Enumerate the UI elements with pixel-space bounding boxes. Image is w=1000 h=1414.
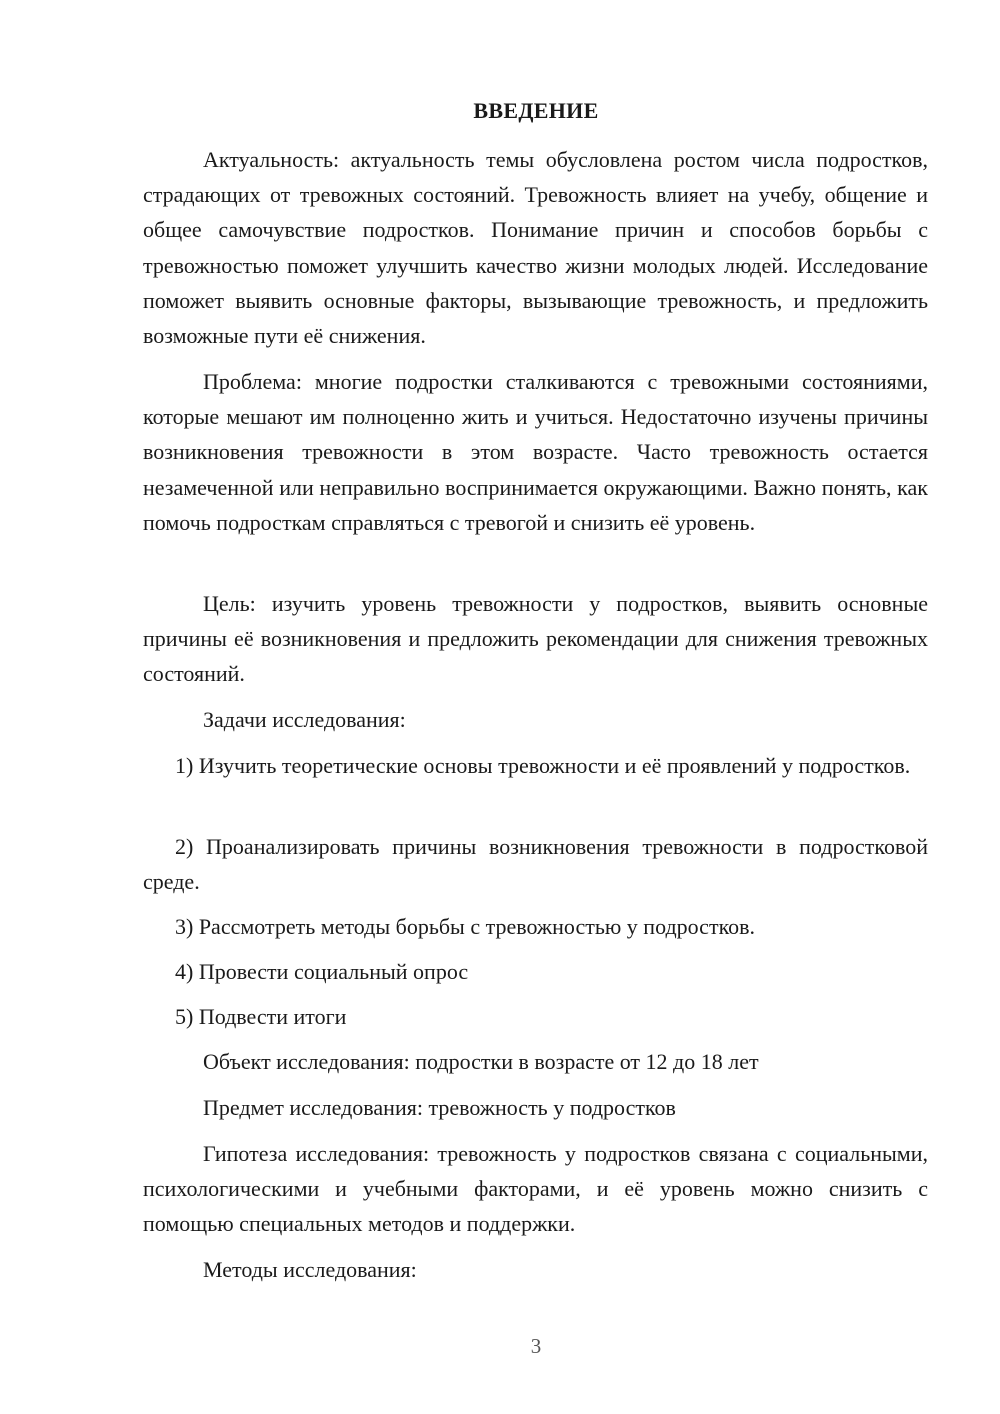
- methods-heading: Методы исследования:: [203, 1257, 417, 1282]
- task-item-5: 5) Подвести итоги: [175, 1004, 347, 1029]
- paragraph-subject: Предмет исследования: тревожность у подростков: [203, 1095, 676, 1120]
- task-item-4: 4) Провести социальный опрос: [175, 959, 469, 984]
- paragraph-goal: Цель: изучить уровень тревожности у подростков, выявить основные причины её возникновения и предложить рекомендации для снижения тревожных состояний.: [143, 591, 928, 687]
- task-item-3: 3) Рассмотреть методы борьбы с тревожностью у подростков.: [175, 914, 756, 939]
- paragraph-object: Объект исследования: подростки в возрасте от 12 до 18 лет: [203, 1049, 759, 1074]
- task-item-2: 2) Проанализировать причины возникновения тревожности в подростковой среде.: [143, 834, 928, 895]
- page-number: 3: [530, 1334, 542, 1358]
- page-title: ВВЕДЕНИЕ: [473, 98, 599, 123]
- task-item-1: 1) Изучить теоретические основы тревожности и её проявлений у подростков.: [175, 753, 911, 778]
- paragraph-hypothesis: Гипотеза исследования: тревожность у подростков связана с социальными, психологическими и учебными факторами, и её уровень можно снизить с помощью специальных методов и поддержки.: [143, 1141, 928, 1237]
- tasks-heading: Задачи исследования:: [203, 707, 406, 732]
- paragraph-actuality: Актуальность: актуальность темы обусловлена ростом числа подростков, страдающих от тревожных состояний. Тревожность влияет на учебу, общение и общее самочувствие подростков. Понимание причин и способов борьбы с тревожностью поможет улучшить качество жизни молодых людей. Исследование поможет выявить основные факторы, вызывающие тревожность, и предложить возможные пути её снижения.: [143, 147, 928, 349]
- paragraph-problem: Проблема: многие подростки сталкиваются с тревожными состояниями, которые мешают им полноценно жить и учиться. Недостаточно изучены причины возникновения тревожности в этом возрасте. Часто тревожность остается незамеченной или неправильно воспринимается окружающими. Важно понять, как помочь подросткам справляться с тревогой и снизить её уровень.: [143, 369, 928, 535]
